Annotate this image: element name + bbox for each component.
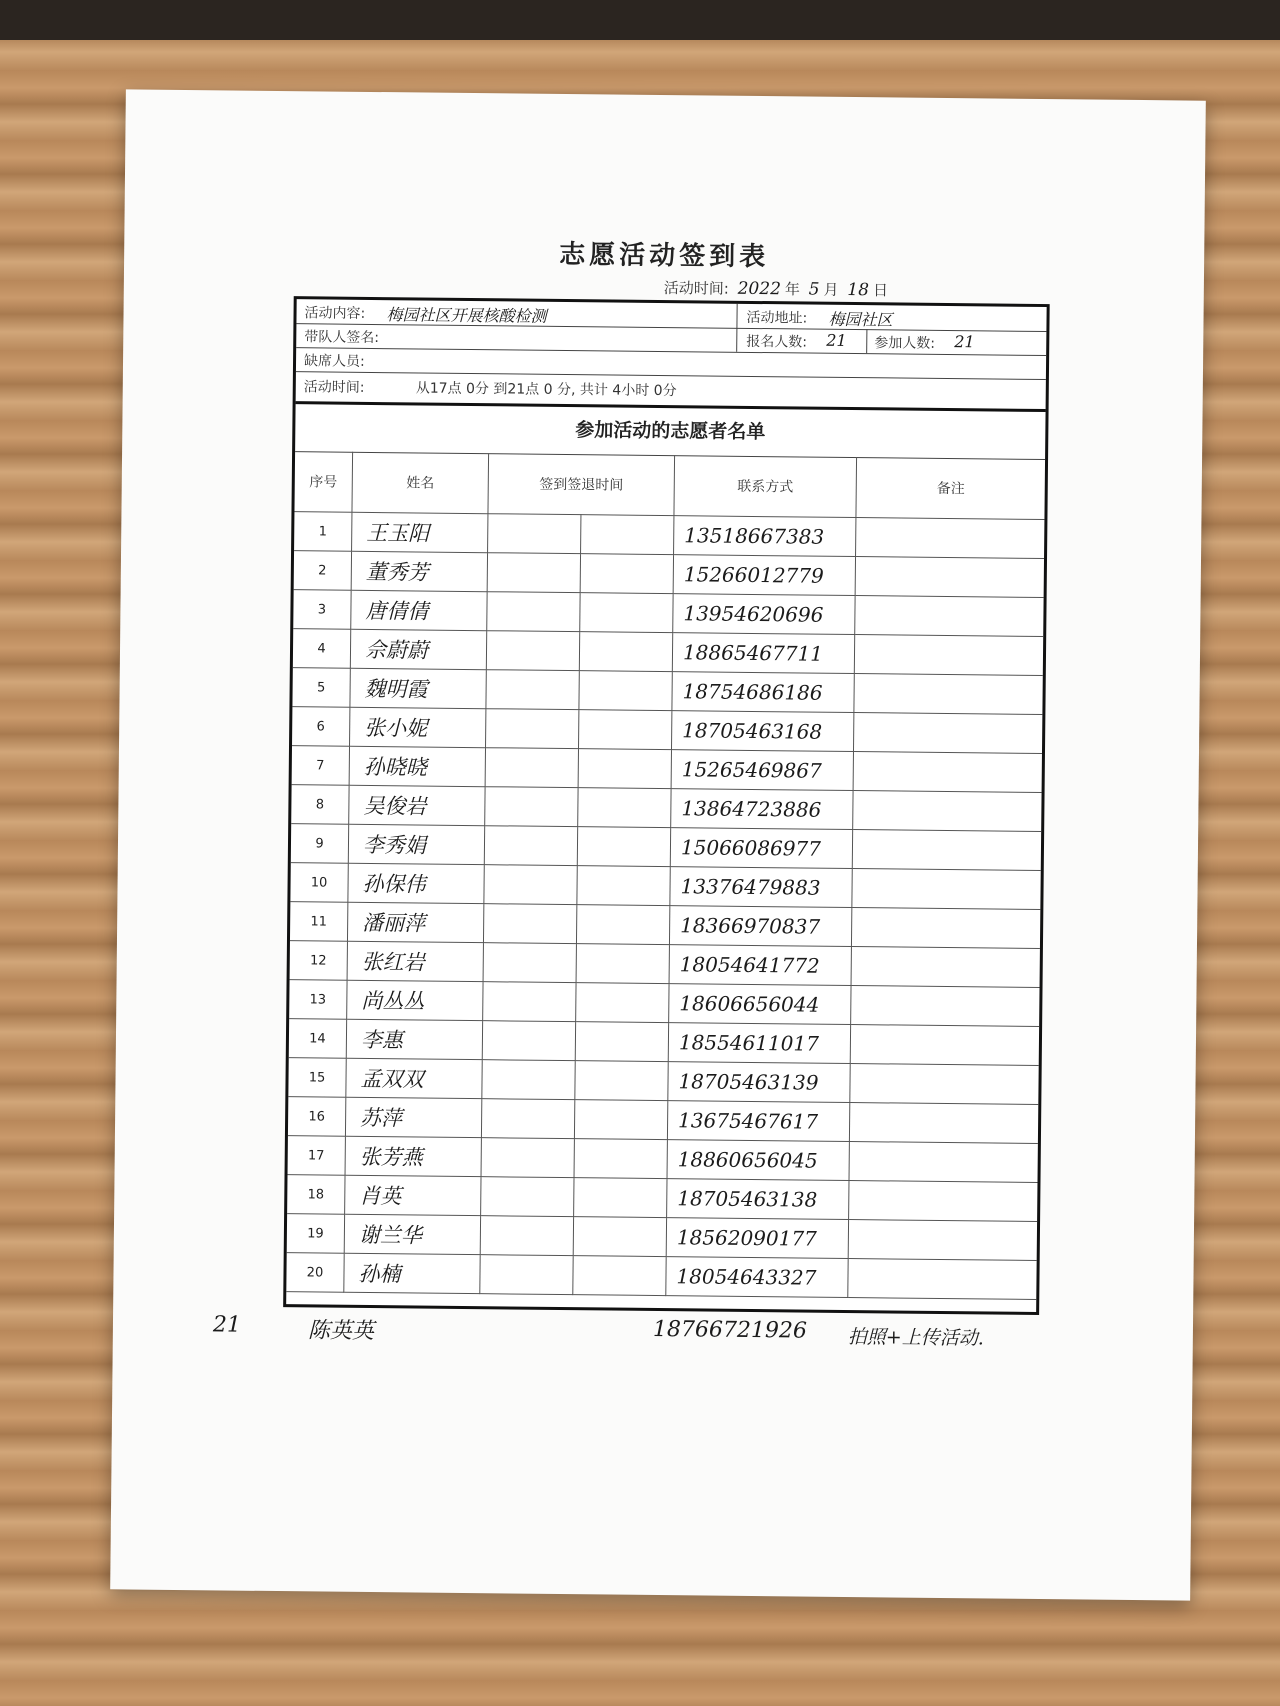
header-time: 签到签退时间 [488,453,675,515]
row-sign-out-time [578,749,671,789]
row-name: 孙保伟 [348,863,484,903]
row-name: 张红岩 [347,941,483,981]
row-name: 孙晓晓 [349,746,485,786]
row-phone: 18054641772 [669,945,851,986]
row-name: 张小妮 [350,707,486,747]
extra-row-phone: 18766721926 [652,1316,808,1344]
row-phone: 18366970837 [669,906,851,947]
row-name: 佘蔚蔚 [350,629,486,669]
row-sign-in-time [481,1099,574,1139]
row-sign-out-time [574,1100,667,1140]
table-header-row [294,451,1045,519]
table-row [286,1253,1036,1300]
date-month: 5 [808,279,820,300]
row-note [851,986,1040,1027]
row-sign-out-time [575,1061,668,1101]
row-note [856,518,1045,559]
row-sign-out-time [577,827,670,867]
row-sign-in-time [486,631,579,671]
row-phone: 18865467711 [672,633,854,674]
row-number: 8 [291,785,349,825]
row-name: 苏萍 [345,1097,481,1137]
row-phone: 18554611017 [668,1023,850,1064]
date-year-unit: 年 [784,280,801,299]
row-sign-out-time [573,1217,666,1257]
row-number: 6 [292,707,350,747]
time-range: 从17点 0分 到21点 0 分, 共计 4小时 0分 [415,380,677,400]
header-note: 备注 [856,457,1045,519]
row-number: 9 [291,824,349,864]
date-year: 2022 [737,278,782,300]
row-note [854,674,1043,715]
row-note [853,713,1042,754]
row-name: 肖英 [345,1175,481,1215]
extra-row-name: 陈英英 [307,1318,375,1345]
address-value: 梅园社区 [828,309,893,330]
row-phone: 18705463139 [668,1062,850,1103]
row-number: 7 [292,746,350,786]
row-note [854,635,1043,676]
activity-info-block [296,299,1047,412]
row-name: 李秀娟 [348,824,484,864]
row-sign-in-time [481,1138,574,1178]
photo-top-edge [0,0,1280,40]
row-phone: 18562090177 [666,1218,848,1259]
row-number: 13 [289,980,347,1020]
row-name: 尚丛丛 [347,980,483,1020]
row-name: 李惠 [346,1019,482,1059]
row-sign-in-time [482,1021,575,1061]
row-name: 张芳燕 [345,1136,481,1176]
row-sign-in-time [486,709,579,749]
date-label: 活动时间: [663,279,729,298]
row-sign-out-time [574,1178,667,1218]
row-phone: 13376479883 [670,867,852,908]
row-number: 19 [287,1214,345,1254]
row-sign-in-time [481,1177,574,1217]
row-sign-out-time [577,866,670,906]
activity-date [664,277,888,300]
row-phone: 13864723886 [671,789,853,830]
row-sign-in-time [484,865,577,905]
row-name: 唐倩倩 [351,590,487,630]
row-sign-in-time [485,787,578,827]
volunteer-list-title: 参加活动的志愿者名单 [295,403,1045,460]
row-number: 17 [288,1136,346,1176]
row-phone: 18860656045 [667,1140,849,1181]
header-no: 序号 [294,451,352,512]
row-note [851,947,1040,988]
row-name: 孙楠 [344,1253,480,1293]
row-note [851,908,1040,949]
row-number: 5 [292,668,350,708]
row-note [849,1103,1038,1144]
row-number: 11 [290,902,348,942]
header-name: 姓名 [352,452,489,514]
row-sign-in-time [483,943,576,983]
row-phone: 15266012779 [673,555,855,596]
row-number: 15 [288,1058,346,1098]
row-number: 4 [293,629,351,669]
form-title: 志愿活动签到表 [559,239,770,273]
row-number: 16 [288,1097,346,1137]
row-phone: 18705463138 [667,1179,849,1220]
row-sign-in-time [484,826,577,866]
row-sign-out-time [576,983,669,1023]
date-day-unit: 日 [872,281,889,300]
header-phone: 联系方式 [674,455,857,517]
row-sign-out-time [579,632,672,672]
row-note [852,869,1041,910]
row-note [853,752,1042,793]
row-sign-out-time [573,1256,666,1296]
row-phone: 13675467617 [667,1101,849,1142]
row-phone: 13954620696 [673,594,855,635]
row-sign-in-time [483,904,576,944]
row-sign-in-time [482,1060,575,1100]
row-name: 潘丽萍 [347,902,483,942]
row-sign-in-time [487,553,580,593]
absent-label: 缺席人员: [303,353,365,370]
row-note [855,596,1044,637]
row-name: 谢兰华 [344,1214,480,1254]
row-sign-in-time [483,982,576,1022]
row-phone: 15265469867 [671,750,853,791]
row-name: 王玉阳 [352,512,488,552]
row-note [855,557,1044,598]
volunteer-rows [286,512,1044,1300]
row-name: 魏明霞 [350,668,486,708]
row-sign-in-time [487,592,580,632]
row-sign-in-time [488,514,581,554]
row-phone: 18754686186 [672,672,854,713]
row-sign-out-time [576,944,669,984]
row-note [850,1064,1039,1105]
row-note [852,830,1041,871]
row-sign-out-time [580,593,673,633]
row-sign-out-time [580,554,673,594]
row-note [850,1025,1039,1066]
date-month-unit: 月 [823,280,839,299]
attend-count-label: 参加人数: [874,335,936,352]
time-label: 活动时间: [303,379,365,396]
row-number: 3 [293,590,351,630]
sign-in-table [283,296,1050,1315]
row-name: 吴俊岩 [349,785,485,825]
row-number: 20 [286,1253,344,1293]
row-phone: 18054643327 [666,1257,848,1298]
row-note [848,1259,1037,1300]
content-label: 活动内容: [304,305,366,322]
row-note [849,1142,1038,1183]
row-sign-out-time [579,710,672,750]
row-sign-out-time [579,671,672,711]
row-phone: 13518667383 [674,516,856,557]
leader-label: 带队人签名: [304,329,380,347]
row-note [853,791,1042,832]
row-number: 10 [290,863,348,903]
row-sign-out-time [576,905,669,945]
row-note [849,1181,1038,1222]
volunteer-table [286,451,1045,1300]
row-number: 12 [290,941,348,981]
row-sign-out-time [574,1139,667,1179]
row-number: 2 [294,551,352,591]
signup-count-label: 报名人数: [746,333,808,351]
row-sign-in-time [486,670,579,710]
row-name: 董秀芳 [351,551,487,591]
row-sign-out-time [578,788,671,828]
row-phone: 18705463168 [671,711,853,752]
row-sign-out-time [575,1022,668,1062]
row-phone: 18606656044 [669,984,851,1025]
row-number: 1 [294,512,352,552]
row-number: 18 [287,1175,345,1215]
row-sign-out-time [581,515,674,555]
row-sign-in-time [480,1255,573,1295]
sign-in-sheet-paper [110,89,1206,1600]
content-value: 梅园社区开展核酸检测 [386,305,547,326]
row-phone: 15066086977 [670,828,852,869]
address-label: 活动地址: [746,309,808,327]
row-name: 孟双双 [346,1058,482,1098]
extra-row-note: 拍照+上传活动. [847,1326,984,1350]
row-number: 14 [289,1019,347,1059]
attend-count-value: 21 [954,332,975,352]
signup-count-value: 21 [826,330,847,350]
row-sign-in-time [480,1216,573,1256]
row-sign-in-time [485,748,578,788]
row-note [848,1220,1037,1261]
date-day: 18 [847,279,870,301]
extra-row-no: 21 [212,1312,242,1338]
